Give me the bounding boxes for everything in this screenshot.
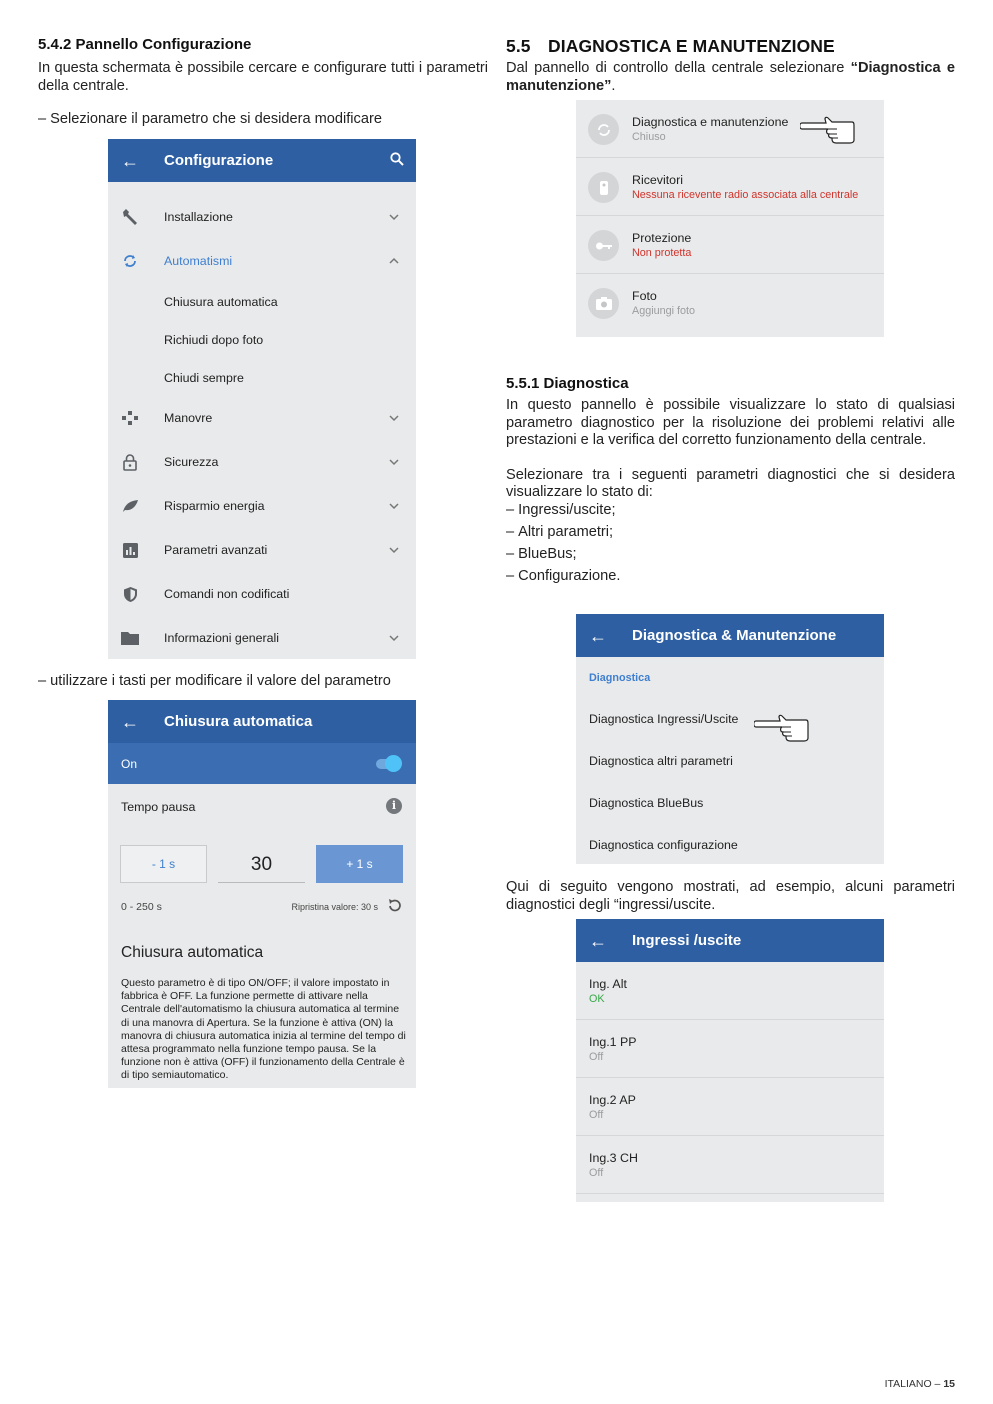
configurazione-screen — [108, 139, 416, 659]
pointing-hand-icon — [754, 708, 810, 742]
toggle-switch[interactable] — [385, 755, 402, 772]
menu-item-label: Comandi non codificati — [164, 587, 290, 601]
camera-icon — [588, 288, 619, 319]
io-title: Ing.2 AP — [589, 1093, 636, 1107]
menu-item-label: Informazioni generali — [164, 631, 280, 645]
intro-text: Dal pannello di controllo della centrale selezionare — [506, 60, 851, 76]
list-item-bluebus: – BlueBus; — [506, 543, 955, 565]
sync-icon — [120, 252, 140, 270]
menu-item-automatismi[interactable] — [108, 251, 415, 271]
right-column — [506, 36, 955, 95]
value-field[interactable]: 30 — [218, 850, 305, 883]
wrench-icon — [120, 208, 140, 226]
item-title: Foto — [632, 289, 657, 303]
item-subtitle-error: Nessuna ricevente radio associata alla centrale — [632, 189, 859, 201]
chiusura-automatica-screen — [108, 700, 416, 1088]
control-item-protezione[interactable] — [576, 216, 884, 274]
diag-item-ingressi-uscite[interactable]: Diagnostica Ingressi/Uscite — [589, 712, 739, 726]
item-subtitle-error: Non protetta — [632, 247, 692, 259]
diagnostica-paragraph-1: In questo pannello è possibile visualizzare lo stato di qualsiasi parametro diagnostico per la risoluzione dei problemi relativi alle prestazioni e la verifica del corretto funzionamento della centrale. — [506, 397, 955, 448]
item-title: Diagnostica e manutenzione — [632, 115, 789, 129]
back-arrow-icon[interactable]: ← — [121, 150, 139, 171]
chevron-down-icon — [389, 212, 399, 222]
section-number: 5.5 — [506, 36, 531, 56]
screen-title: Ingressi /uscite — [632, 932, 742, 949]
diag-item-configurazione[interactable]: Diagnostica configurazione — [589, 838, 738, 852]
info-icon[interactable]: i — [386, 798, 402, 814]
pointing-hand-icon — [800, 110, 856, 144]
reset-label: Ripristina valore: 30 s — [291, 902, 378, 912]
back-arrow-icon[interactable]: ← — [121, 711, 139, 732]
toggle-label: On — [121, 757, 138, 771]
app-bar — [108, 700, 416, 743]
shield-icon — [120, 585, 140, 603]
folder-icon — [120, 629, 140, 647]
item-title: Protezione — [632, 231, 692, 245]
section-heading-542: 5.4.2 Pannello Configurazione — [38, 36, 252, 53]
instruction-select-param: – Selezionare il parametro che si desidera modificare — [38, 108, 488, 130]
chevron-down-icon — [389, 457, 399, 467]
diagnostica-paragraph-2: Selezionare tra i seguenti parametri diagnostici che si desidera visualizzare lo stato di: — [506, 466, 955, 500]
chevron-up-icon — [389, 256, 399, 266]
submenu-label: Richiudi dopo foto — [164, 333, 264, 347]
io-row-ing3-ch[interactable] — [576, 1136, 884, 1194]
app-bar — [576, 919, 884, 962]
toggle-row[interactable] — [108, 743, 416, 784]
menu-item-informazioni-generali[interactable] — [108, 628, 415, 648]
screen-title: Diagnostica & Manutenzione — [632, 627, 837, 644]
submenu-label: Chiudi sempre — [164, 371, 244, 385]
diagnostic-icon — [588, 114, 619, 145]
io-title: Ing.3 CH — [589, 1151, 638, 1165]
io-status-ok: OK — [589, 993, 605, 1005]
diag-item-altri-parametri[interactable]: Diagnostica altri parametri — [589, 754, 733, 768]
menu-item-label: Installazione — [164, 210, 233, 224]
decrement-button[interactable]: - 1 s — [120, 845, 207, 883]
menu-item-comandi-non-codificati[interactable] — [108, 584, 415, 604]
io-status: Off — [589, 1167, 604, 1179]
back-arrow-icon[interactable]: ← — [589, 625, 607, 646]
description-title: Chiusura automatica — [121, 944, 264, 961]
menu-item-label: Sicurezza — [164, 455, 219, 469]
list-item-configurazione: – Configurazione. — [506, 565, 955, 587]
diagnostica-section — [506, 375, 955, 587]
io-title: Ing.1 PP — [589, 1035, 637, 1049]
submenu-chiusura-automatica[interactable] — [108, 292, 415, 312]
remote-icon — [588, 172, 619, 203]
left-column — [38, 36, 488, 130]
submenu-richiudi-dopo-foto[interactable] — [108, 330, 415, 350]
app-bar — [108, 139, 416, 182]
range-label: 0 - 250 s — [121, 901, 162, 913]
chevron-down-icon — [389, 633, 399, 643]
reset-icon[interactable] — [387, 898, 402, 913]
control-panel-screen — [576, 100, 884, 337]
gamepad-icon — [120, 409, 140, 427]
key-icon — [588, 230, 619, 261]
item-subtitle: Chiuso — [632, 131, 666, 143]
list-item-ingressi: – Ingressi/uscite; — [506, 499, 955, 521]
diagnostica-manutenzione-screen — [576, 614, 884, 864]
io-row-ing-alt[interactable] — [576, 962, 884, 1020]
menu-item-label: Automatismi — [164, 254, 233, 268]
footer-language: ITALIANO – — [884, 1378, 944, 1390]
back-arrow-icon[interactable]: ← — [589, 930, 607, 951]
screen-title: Chiusura automatica — [164, 713, 313, 730]
intro-bold: “Diagnostica e manutenzione” — [506, 60, 956, 94]
section-heading-551: 5.5.1 Diagnostica — [506, 375, 629, 392]
control-item-ricevitori[interactable] — [576, 158, 884, 216]
io-title: Ing. Alt — [589, 977, 627, 991]
diag-item-bluebus[interactable]: Diagnostica BlueBus — [589, 796, 704, 810]
page-footer — [885, 1378, 955, 1390]
example-paragraph: Qui di seguito vengono mostrati, ad esempio, alcuni parametri diagnostici degli “ingressi/uscite. — [506, 879, 955, 913]
menu-item-label: Parametri avanzati — [164, 543, 268, 557]
menu-item-installazione[interactable] — [108, 207, 415, 227]
chevron-down-icon — [389, 413, 399, 423]
io-row-ing1-pp[interactable] — [576, 1020, 884, 1078]
item-subtitle: Aggiungi foto — [632, 305, 696, 317]
lock-icon — [120, 453, 140, 471]
leaf-icon — [120, 497, 140, 515]
menu-item-label: Risparmio energia — [164, 499, 265, 513]
io-status: Off — [589, 1109, 604, 1121]
app-bar — [576, 614, 884, 657]
io-row-ing2-ap[interactable] — [576, 1078, 884, 1136]
submenu-label: Chiusura automatica — [164, 295, 278, 309]
item-title: Ricevitori — [632, 173, 683, 187]
param-label: Tempo pausa — [121, 800, 196, 814]
increment-button[interactable]: + 1 s — [316, 845, 403, 883]
io-status: Off — [589, 1051, 604, 1063]
section-title: DIAGNOSTICA E MANUTENZIONE — [548, 36, 835, 56]
search-icon[interactable] — [390, 152, 404, 166]
section-heading-55 — [506, 36, 955, 56]
intro-paragraph: In questa schermata è possibile cercare e configurare tutti i parametri della centrale. — [38, 60, 488, 94]
menu-item-sicurezza[interactable] — [108, 452, 415, 472]
instruction-use-buttons: – utilizzare i tasti per modificare il valore del parametro — [38, 670, 391, 692]
section-label: Diagnostica — [589, 672, 651, 684]
menu-item-label: Manovre — [164, 411, 213, 425]
screen-title: Configurazione — [164, 152, 274, 169]
list-item-altri: – Altri parametri; — [506, 521, 955, 543]
control-item-foto[interactable] — [576, 274, 884, 337]
ingressi-uscite-screen — [576, 919, 884, 1202]
chevron-down-icon — [389, 545, 399, 555]
description-text: Questo parametro è di tipo ON/OFF; il valore impostato in fabbrica è OFF. La funzione permette di attivare nella Centrale dell'automatismo la chiusura automatica al termine di una manovra di Apertura. Se la funzione è attiva (ON) la manovra di chiusura automatica inizia al termine del tempo di attesa programmato nella funzione tempo pausa. Se la funzione non è attiva (OFF) il funzionamento della Centrale è di tipo semiautomatico. — [121, 977, 406, 1082]
menu-item-manovre[interactable] — [108, 408, 415, 428]
menu-item-parametri-avanzati[interactable] — [108, 540, 415, 560]
menu-item-risparmio-energia[interactable] — [108, 496, 415, 516]
submenu-chiudi-sempre[interactable] — [108, 368, 415, 388]
bar-chart-icon — [120, 541, 140, 559]
chevron-down-icon — [389, 501, 399, 511]
page-number: 15 — [943, 1378, 955, 1390]
control-panel-intro — [506, 60, 955, 95]
intro-period: . — [611, 77, 616, 94]
